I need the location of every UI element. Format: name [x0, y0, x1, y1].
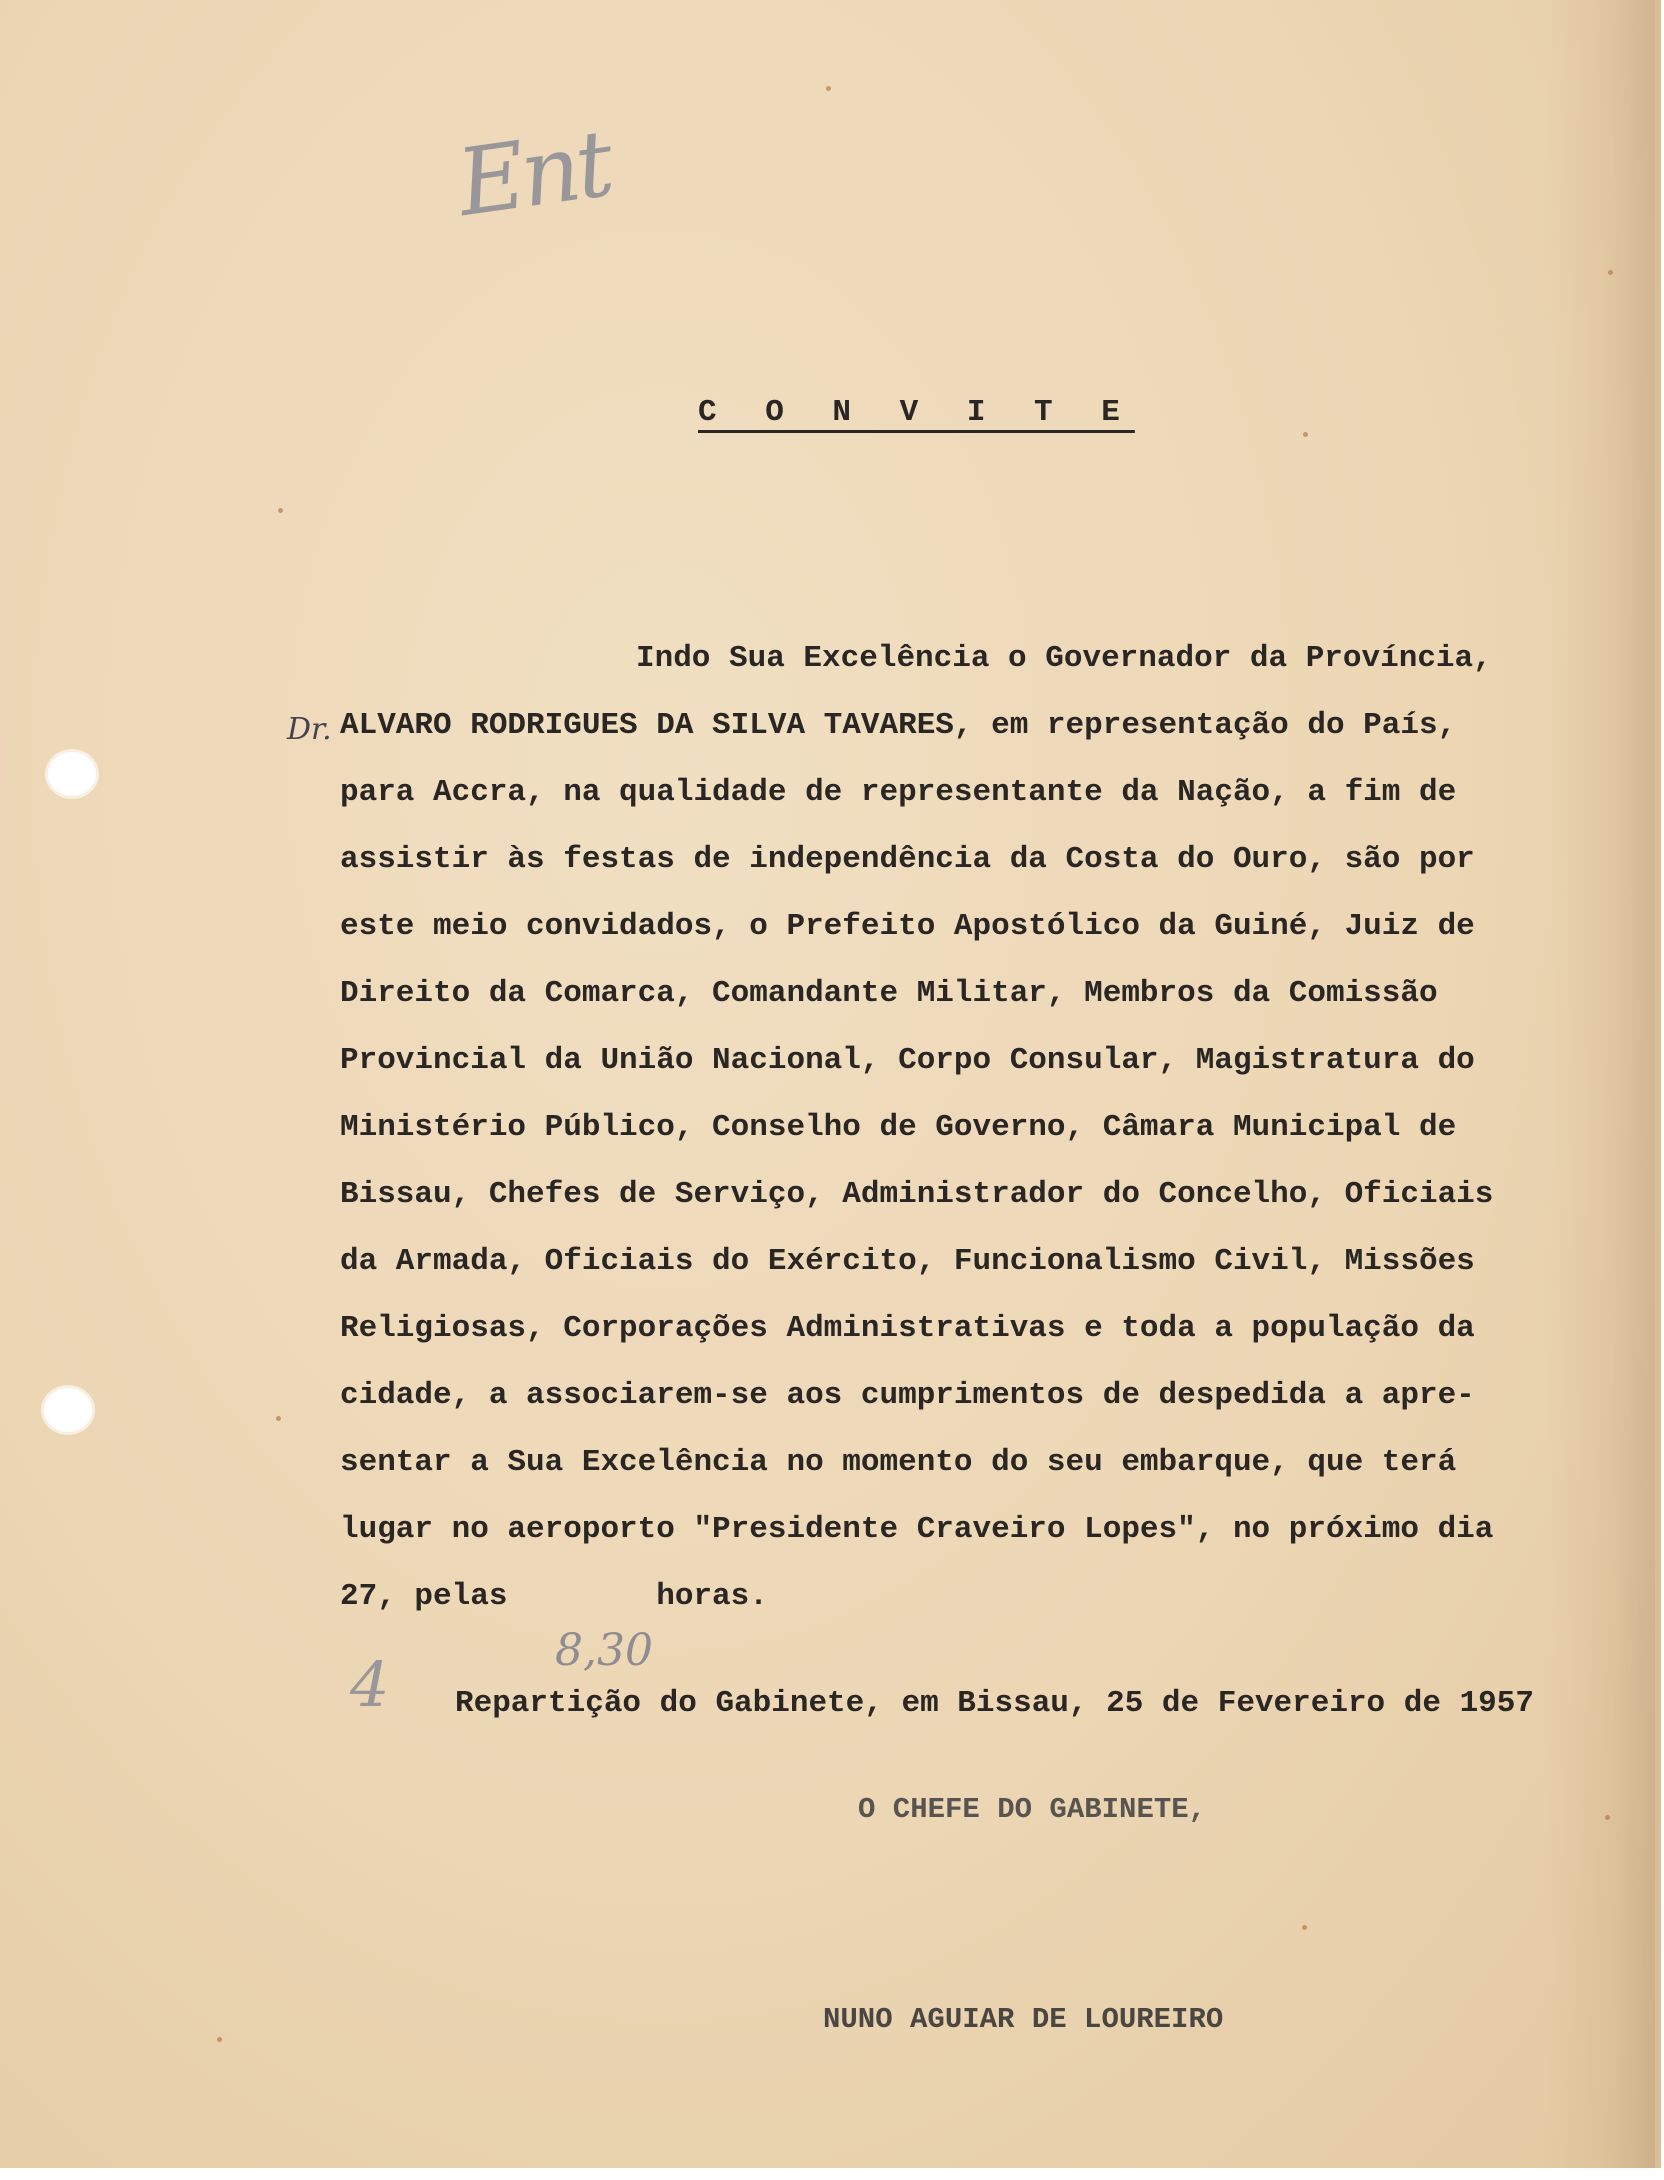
paper-speck — [217, 2037, 222, 2042]
invitation-body — [340, 625, 1610, 1630]
body-line: cidade, a associarem-se aos cumprimentos de despedida a apre- — [340, 1378, 1475, 1413]
handwritten-title-prefix: Dr. — [287, 712, 332, 747]
body-line: Religiosas, Corporações Administrativas e toda a população da — [340, 1311, 1475, 1346]
punch-hole-bottom — [44, 1388, 92, 1432]
body-line: Provincial da União Nacional, Corpo Consular, Magistratura do — [340, 1043, 1475, 1078]
paper-speck — [1302, 1925, 1307, 1930]
punch-hole-top — [48, 752, 96, 796]
body-line: Direito da Comarca, Comandante Militar, Membros da Comissão — [340, 976, 1438, 1011]
body-line: Indo Sua Excelência o Governador da Província, — [636, 641, 1492, 676]
body-line: da Armada, Oficiais do Exército, Funcionalismo Civil, Missões — [340, 1244, 1475, 1279]
body-line: lugar no aeroporto "Presidente Craveiro Lopes", no próximo dia — [340, 1512, 1494, 1547]
signature-name: NUNO AGUIAR DE LOUREIRO — [823, 2003, 1224, 2036]
handwritten-note: Ent — [451, 109, 617, 238]
body-line: para Accra, na qualidade de representante da Nação, a fim de — [340, 775, 1457, 810]
body-line: ALVARO RODRIGUES DA SILVA TAVARES, em representação do País, — [340, 708, 1457, 743]
body-line: este meio convidados, o Prefeito Apostólico da Guiné, Juiz de — [340, 909, 1475, 944]
document-title: C O N V I T E — [698, 395, 1135, 430]
date-line: Repartição do Gabinete, em Bissau, 25 de Fevereiro de 1957 — [455, 1686, 1534, 1721]
body-line: sentar a Sua Excelência no momento do seu embarque, que terá — [340, 1445, 1457, 1480]
paper-speck — [1303, 432, 1308, 437]
signature-title: O CHEFE DO GABINETE, — [858, 1793, 1207, 1826]
body-line: 27, pelas horas. — [340, 1579, 768, 1614]
paper-speck — [1605, 1815, 1610, 1820]
body-line: assistir às festas de independência da Costa do Ouro, são por — [340, 842, 1475, 877]
paper-speck — [826, 86, 831, 91]
handwritten-margin-mark: 4 — [350, 1648, 390, 1721]
handwritten-time: 8,30 — [555, 1625, 653, 1676]
body-line: Ministério Público, Conselho de Governo, Câmara Municipal de — [340, 1110, 1457, 1145]
paper-speck — [1608, 270, 1613, 275]
paper-speck — [278, 508, 283, 513]
paper-speck — [276, 1416, 281, 1421]
body-line: Bissau, Chefes de Serviço, Administrador do Concelho, Oficiais — [340, 1177, 1494, 1212]
